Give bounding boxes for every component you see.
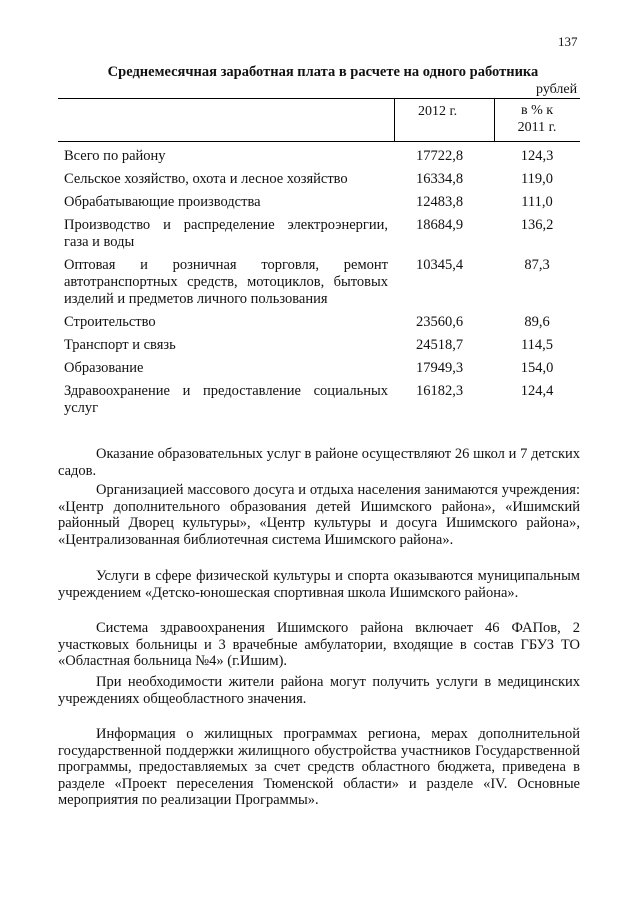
row-value: 16182,3 [416, 383, 464, 399]
table-title: Среднемесячная заработная плата в расчете на одного работника [107, 64, 539, 80]
header-percent [494, 102, 580, 136]
row-percent: 87,3 [524, 257, 550, 273]
paragraph-healthcare: Система здравоохранения Ишимского района включает 46 ФАПов, 2 участковых больницы и 3 врачебные амбулатории, входящие в состав ГБУЗ ТО «Областная больница №4» (г.Ишим). [58, 620, 580, 669]
table-units: рублей [536, 82, 578, 97]
row-percent: 119,0 [520, 171, 554, 187]
row-percent: 111,0 [521, 194, 553, 210]
table-row [58, 314, 580, 331]
paragraph-regional-services: При необходимости жители района могут получить услуги в медицинских учреждениях общеобластного значения. [58, 674, 580, 707]
row-percent: 114,5 [520, 337, 554, 353]
row-name: Строительство [64, 314, 156, 330]
row-percent: 154,0 [520, 360, 554, 376]
row-percent: 124,3 [520, 148, 554, 164]
row-name: Обрабатывающие производства [64, 194, 261, 210]
table-row [58, 217, 580, 251]
row-value: 18684,9 [416, 217, 464, 233]
table-row [58, 337, 580, 354]
salary-table [58, 98, 580, 417]
row-name: Транспорт и связь [64, 337, 176, 353]
header-percent-line2: 2011 г. [517, 120, 557, 135]
paragraph-housing-programs: Информация о жилищных программах региона, мерах дополнительной государственной поддержки жилищного обустройства участников Государственной программы, предоставляемых за счет средств областного бюджета, приведена в разделе «Проект переселения Тюменской области» и разделе «IV. Основные мероприятия по реализации Программы». [58, 726, 580, 808]
row-value: 17949,3 [416, 360, 464, 376]
row-name: Образование [64, 360, 144, 376]
table-row [58, 148, 580, 165]
table-row [58, 257, 580, 308]
row-percent: 136,2 [520, 217, 554, 233]
row-value: 16334,8 [416, 171, 464, 187]
row-percent: 124,4 [520, 383, 554, 399]
row-name: Оптовая и розничная торговля, ремонт автотранспортных средств, мотоциклов, бытовых изделий и предметов личного пользования [64, 257, 388, 307]
page-number: 137 [558, 34, 578, 49]
header-year: 2012 г. [418, 104, 458, 119]
row-percent: 89,6 [524, 314, 550, 330]
paragraph-leisure: Организацией массового досуга и отдыха населения занимаются учреждения: «Центр дополнительного образования детей Ишимского района», «Ишимский районный Дворец культуры», «Центр культуры и досуга Ишимского района», «Централизованная библиотечная система Ишимского района». [58, 482, 580, 548]
table-row [58, 171, 580, 188]
header-percent-line1: в % к [520, 103, 554, 118]
paragraph-sports: Услуги в сфере физической культуры и спорта оказываются муниципальным учреждением «Детско-юношеская спортивная школа Ишимского района». [58, 568, 580, 601]
column-divider [394, 99, 395, 141]
row-name: Всего по району [64, 148, 166, 164]
table-row [58, 360, 580, 377]
table-row [58, 194, 580, 211]
row-name: Здравоохранение и предоставление социальных услуг [64, 383, 388, 416]
row-value: 12483,8 [416, 194, 464, 210]
row-value: 10345,4 [416, 257, 464, 273]
row-value: 23560,6 [416, 314, 464, 330]
table-header [58, 98, 580, 142]
row-value: 24518,7 [416, 337, 464, 353]
table-row [58, 383, 580, 417]
row-name: Сельское хозяйство, охота и лесное хозяйство [64, 171, 348, 187]
row-value: 17722,8 [416, 148, 464, 164]
row-name: Производство и распределение электроэнергии, газа и воды [64, 217, 388, 250]
paragraph-schools: Оказание образовательных услуг в районе осуществляют 26 школ и 7 детских садов. [58, 446, 580, 479]
